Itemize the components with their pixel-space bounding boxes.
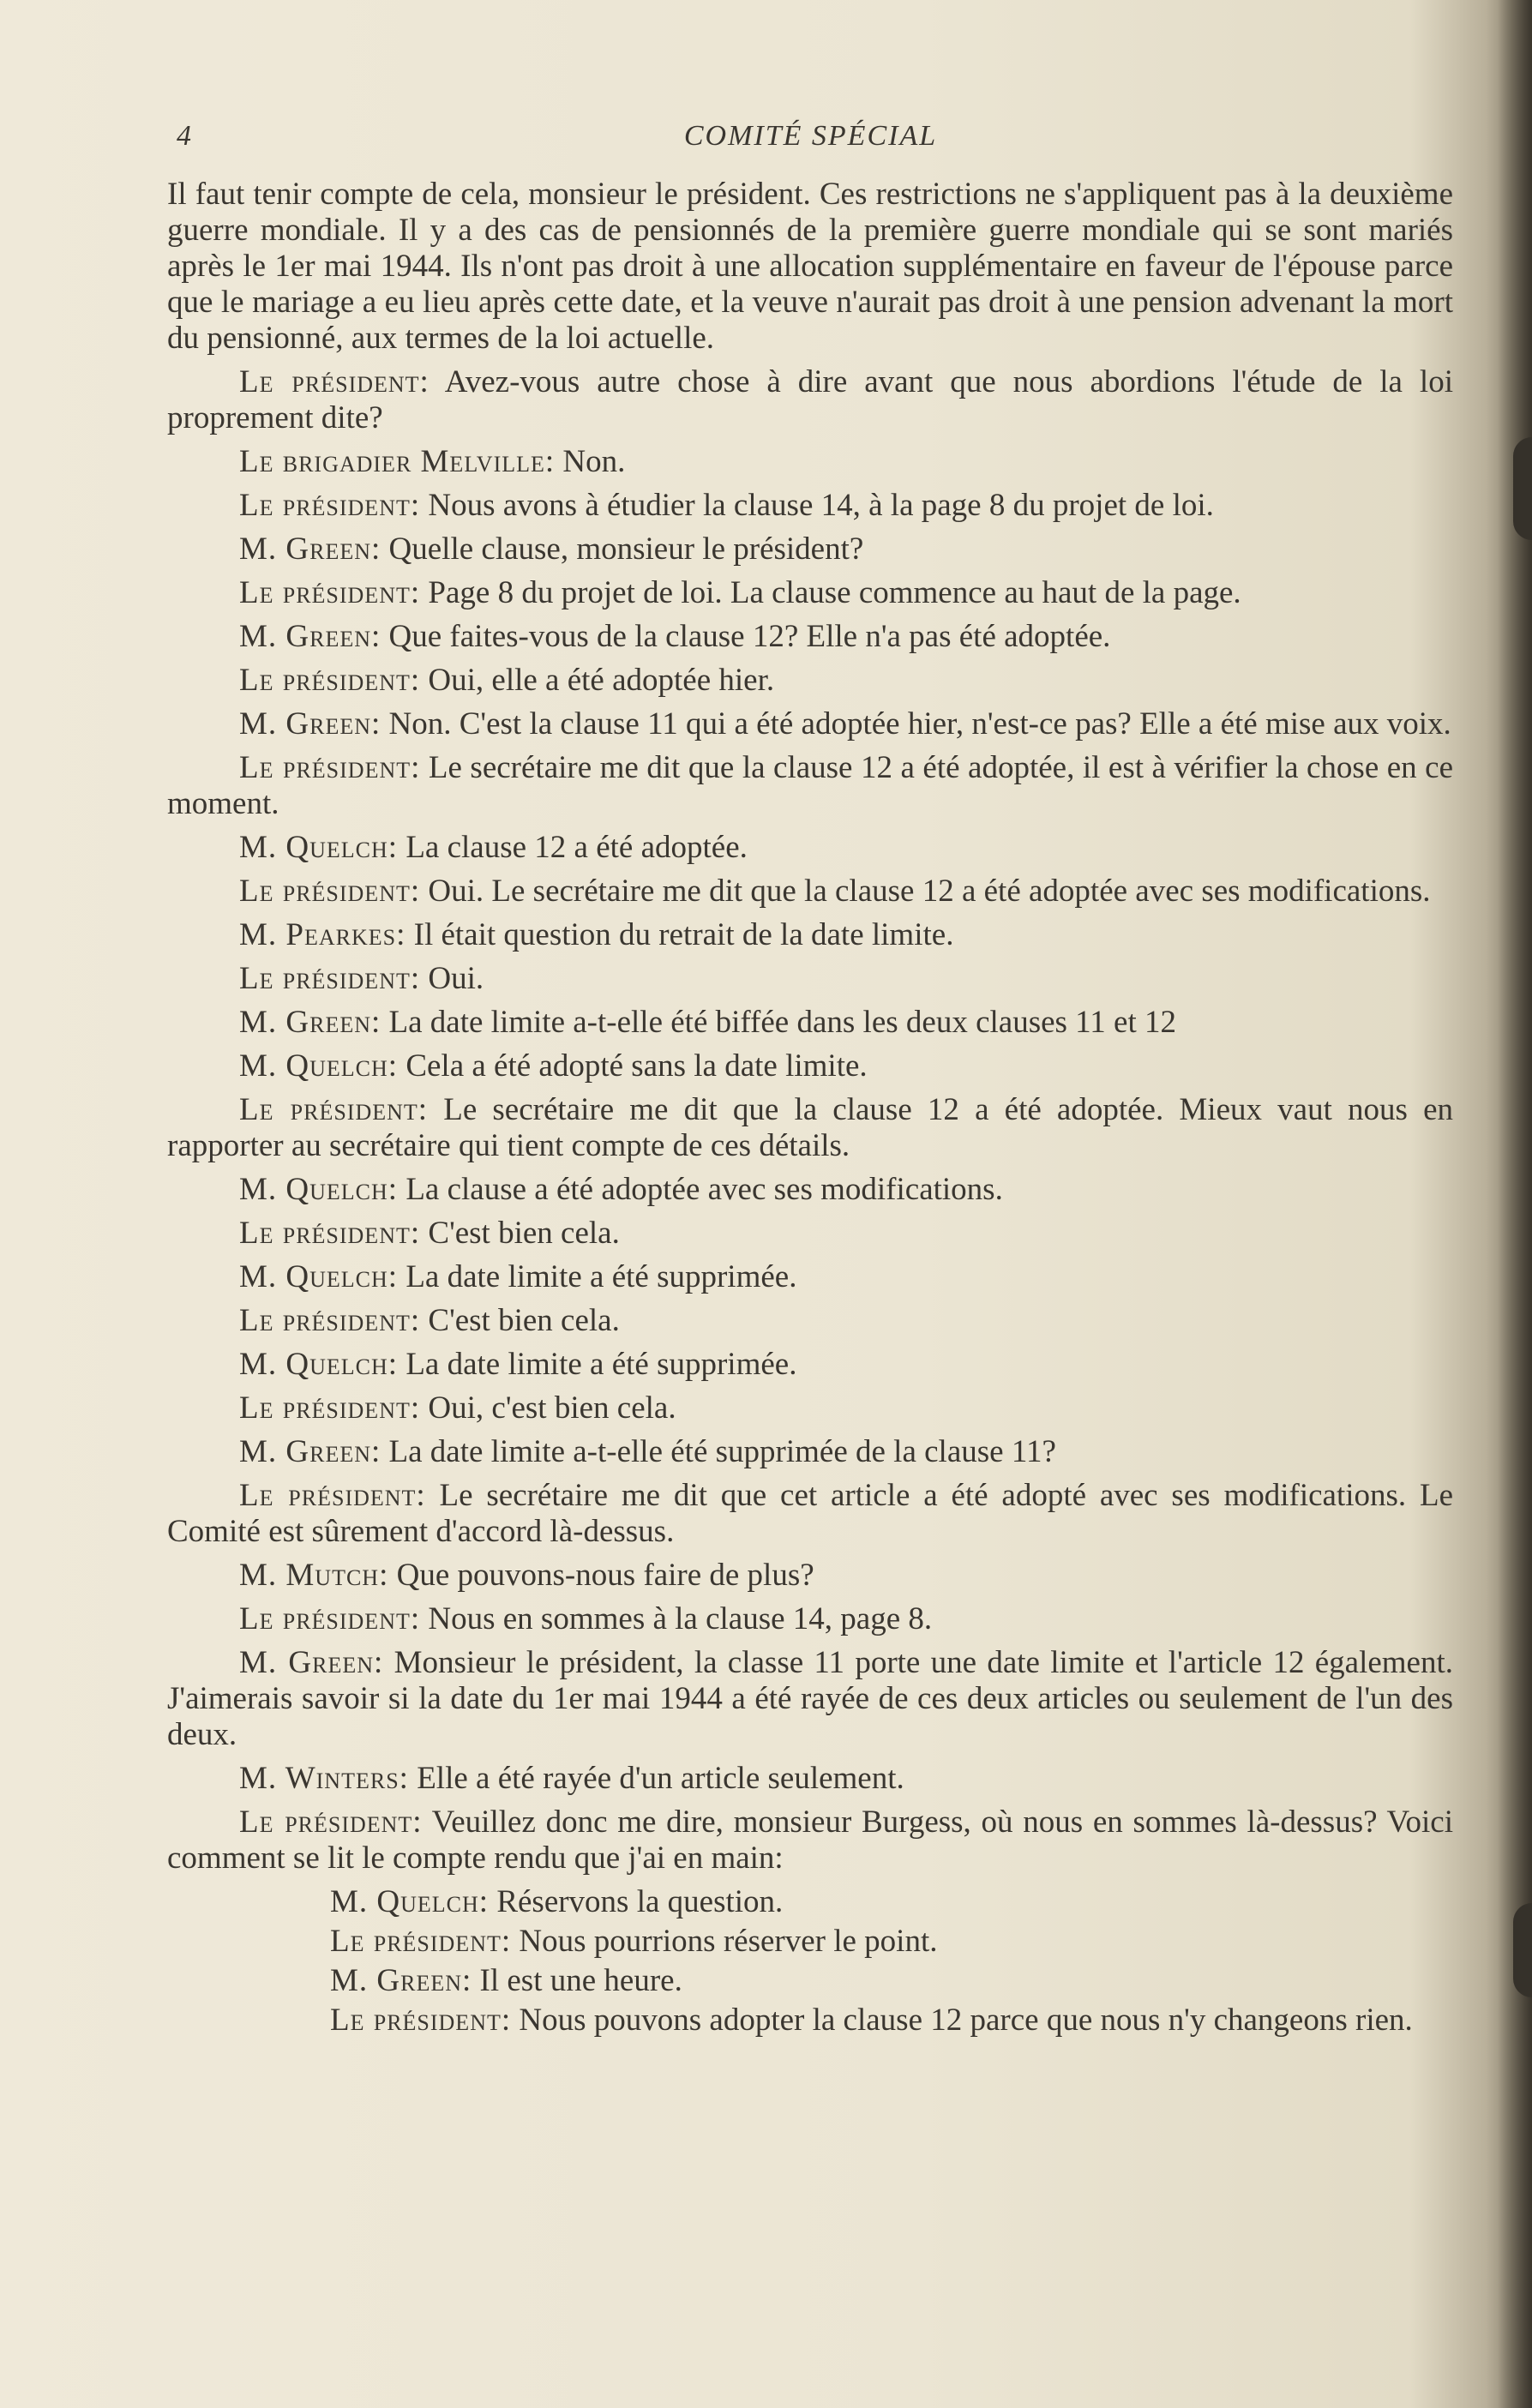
speaker-name: M. Green:: [239, 1005, 381, 1040]
quoted-paragraph: [167, 1924, 1453, 1960]
paragraph: [167, 1434, 1453, 1470]
paragraph-text: Nous en sommes à la clause 14, page 8.: [428, 1601, 933, 1636]
paragraph: [167, 1645, 1453, 1753]
paragraph-text: La date limite a été supprimée.: [406, 1347, 797, 1382]
speaker-name: M. Green:: [239, 1645, 384, 1680]
speaker-name: M. Quelch:: [239, 1347, 399, 1382]
speaker-name: M. Quelch:: [239, 1259, 399, 1294]
paragraph-text: La date limite a-t-elle été supprimée de la clause 11?: [388, 1434, 1056, 1469]
body-text: [167, 177, 1453, 2042]
paragraph-text: Oui. Le secrétaire me dit que la clause 12 a été adoptée avec ses modifications.: [428, 874, 1431, 909]
paragraph: [167, 961, 1453, 997]
paragraph-text: Non.: [562, 444, 626, 479]
paragraph: [167, 531, 1453, 567]
paragraph: [167, 177, 1453, 357]
paragraph-text: La clause 12 a été adoptée.: [406, 830, 748, 865]
paragraph-text: Le secrétaire me dit que la clause 12 a été adoptée, il est à vérifier la chose en ce moment.: [167, 750, 1454, 821]
paragraph: [167, 917, 1453, 953]
speaker-name: Le président:: [239, 1216, 421, 1251]
speaker-name: M. Green:: [239, 531, 381, 567]
paragraph-text: Que pouvons-nous faire de plus?: [396, 1558, 814, 1593]
paragraph: [167, 1172, 1453, 1208]
speaker-name: M. Green:: [239, 1434, 381, 1469]
speaker-name: Le président:: [330, 1924, 512, 1959]
paragraph-text: Nous pouvons adopter la clause 12 parce que nous n'y changeons rien.: [519, 2003, 1413, 2038]
paragraph-text: Réservons la question.: [496, 1884, 784, 1919]
paragraph-text: Il était question du retrait de la date limite.: [413, 917, 954, 952]
paragraph: [167, 619, 1453, 655]
paragraph: [167, 830, 1453, 866]
speaker-name: Le président:: [239, 1390, 421, 1426]
paragraph-text: Oui, elle a été adoptée hier.: [428, 663, 775, 698]
paragraph: [167, 1347, 1453, 1383]
paragraph-text: Il est une heure.: [479, 1963, 682, 1998]
paragraph-text: La clause a été adoptée avec ses modifications.: [406, 1172, 1003, 1207]
paragraph: [167, 1048, 1453, 1084]
speaker-name: M. Pearkes:: [239, 917, 406, 952]
paragraph-text: Monsieur le président, la classe 11 porte une date limite et l'article 12 également. J'aimerais savoir si la date du 1er mai 1944 a été rayée de ces deux articles ou seulement de l'un des deux.: [167, 1645, 1454, 1752]
speaker-name: M. Quelch:: [239, 830, 399, 865]
speaker-name: Le président:: [239, 874, 421, 909]
paragraph-text: Oui, c'est bien cela.: [428, 1390, 676, 1426]
paragraph-text: Elle a été rayée d'un article seulement.: [417, 1761, 904, 1796]
paragraph-text: Cela a été adopté sans la date limite.: [406, 1048, 868, 1084]
speaker-name: Le président:: [239, 961, 421, 996]
speaker-name: Le président:: [239, 1303, 421, 1338]
speaker-name: M. Mutch:: [239, 1558, 389, 1593]
paragraph: [167, 1804, 1453, 1877]
speaker-name: Le président:: [239, 488, 421, 523]
paragraph-text: Que faites-vous de la clause 12? Elle n'a pas été adoptée.: [388, 619, 1111, 654]
paragraph: [167, 575, 1453, 611]
paragraph-text: Quelle clause, monsieur le président?: [388, 531, 864, 567]
paragraph-text: Avez-vous autre chose à dire avant que nous abordions l'étude de la loi proprement dite?: [167, 364, 1453, 435]
quoted-paragraph: [167, 1963, 1453, 1999]
speaker-name: Le président:: [239, 1092, 429, 1127]
speaker-name: Le président:: [239, 1804, 423, 1840]
speaker-name: M. Quelch:: [330, 1884, 490, 1919]
speaker-name: Le président:: [239, 1478, 426, 1513]
running-title: COMITÉ SPÉCIAL: [683, 120, 938, 152]
speaker-name: Le président:: [239, 663, 421, 698]
binding-mark: [1513, 1903, 1532, 1997]
speaker-name: Le brigadier Melville:: [239, 444, 556, 479]
paragraph: [167, 1092, 1453, 1164]
paragraph-text: Non. C'est la clause 11 qui a été adoptée hier, n'est-ce pas? Elle a été mise aux voix.: [388, 706, 1451, 742]
speaker-name: Le président:: [330, 2003, 512, 2038]
paragraph: [167, 1761, 1453, 1797]
page-edge-shadow: [1498, 0, 1532, 2408]
paragraph-text: Oui.: [428, 961, 484, 996]
paragraph: [167, 364, 1453, 436]
paragraph-text: Le secrétaire me dit que la clause 12 a été adoptée. Mieux vaut nous en rapporter au secrétaire qui tient compte de ces détails.: [167, 1092, 1453, 1163]
paragraph: [167, 488, 1453, 524]
speaker-name: Le président:: [239, 364, 430, 399]
paragraph: [167, 874, 1453, 910]
paragraph: [167, 1259, 1453, 1295]
paragraph: [167, 706, 1453, 742]
paragraph-text: La date limite a été supprimée.: [406, 1259, 797, 1294]
paragraph: [167, 1478, 1453, 1550]
speaker-name: M. Green:: [330, 1963, 472, 1998]
page-number: 4: [177, 120, 191, 152]
page-header: [170, 120, 1451, 163]
paragraph: [167, 663, 1453, 699]
speaker-name: Le président:: [239, 575, 421, 610]
paragraph-text: Page 8 du projet de loi. La clause commence au haut de la page.: [428, 575, 1241, 610]
speaker-name: M. Quelch:: [239, 1048, 399, 1084]
speaker-name: M. Quelch:: [239, 1172, 399, 1207]
binding-mark: [1513, 437, 1532, 540]
paragraph: [167, 1558, 1453, 1594]
paragraph-text: Il faut tenir compte de cela, monsieur le président. Ces restrictions ne s'appliquent pas à la deuxième guerre mondiale. Il y a des cas de pensionnés de la première guerre mondiale qui se sont mariés après le 1er mai 1944. Ils n'ont pas droit à une allocation supplémentaire en faveur de l'épouse parce que le mariage a eu lieu après cette date, et la veuve n'aurait pas droit à une pension advenant la mort du pensionné, aux termes de la loi actuelle.: [167, 177, 1453, 356]
paragraph-text: Nous avons à étudier la clause 14, à la page 8 du projet de loi.: [428, 488, 1214, 523]
paragraph: [167, 1390, 1453, 1426]
speaker-name: M. Green:: [239, 619, 381, 654]
speaker-name: M. Winters:: [239, 1761, 409, 1796]
paragraph: [167, 750, 1453, 822]
speaker-name: Le président:: [239, 1601, 421, 1636]
paragraph: [167, 1303, 1453, 1339]
paragraph-text: C'est bien cela.: [428, 1303, 620, 1338]
speaker-name: Le président:: [239, 750, 421, 785]
paragraph-text: La date limite a-t-elle été biffée dans les deux clauses 11 et 12: [388, 1005, 1176, 1040]
paragraph: [167, 1216, 1453, 1252]
paragraph-text: Nous pourrions réserver le point.: [519, 1924, 938, 1959]
quoted-paragraph: [167, 1884, 1453, 1920]
paragraph: [167, 1601, 1453, 1637]
paragraph-text: C'est bien cela.: [428, 1216, 620, 1251]
paragraph: [167, 444, 1453, 480]
quoted-paragraph: [167, 2003, 1453, 2039]
paragraph-text: Veuillez donc me dire, monsieur Burgess, où nous en sommes là-dessus? Voici comment se lit le compte rendu que j'ai en main:: [167, 1804, 1453, 1876]
paragraph: [167, 1005, 1453, 1041]
speaker-name: M. Green:: [239, 706, 381, 742]
paragraph-text: Le secrétaire me dit que cet article a été adopté avec ses modifications. Le Comité est sûrement d'accord là-dessus.: [167, 1478, 1454, 1549]
